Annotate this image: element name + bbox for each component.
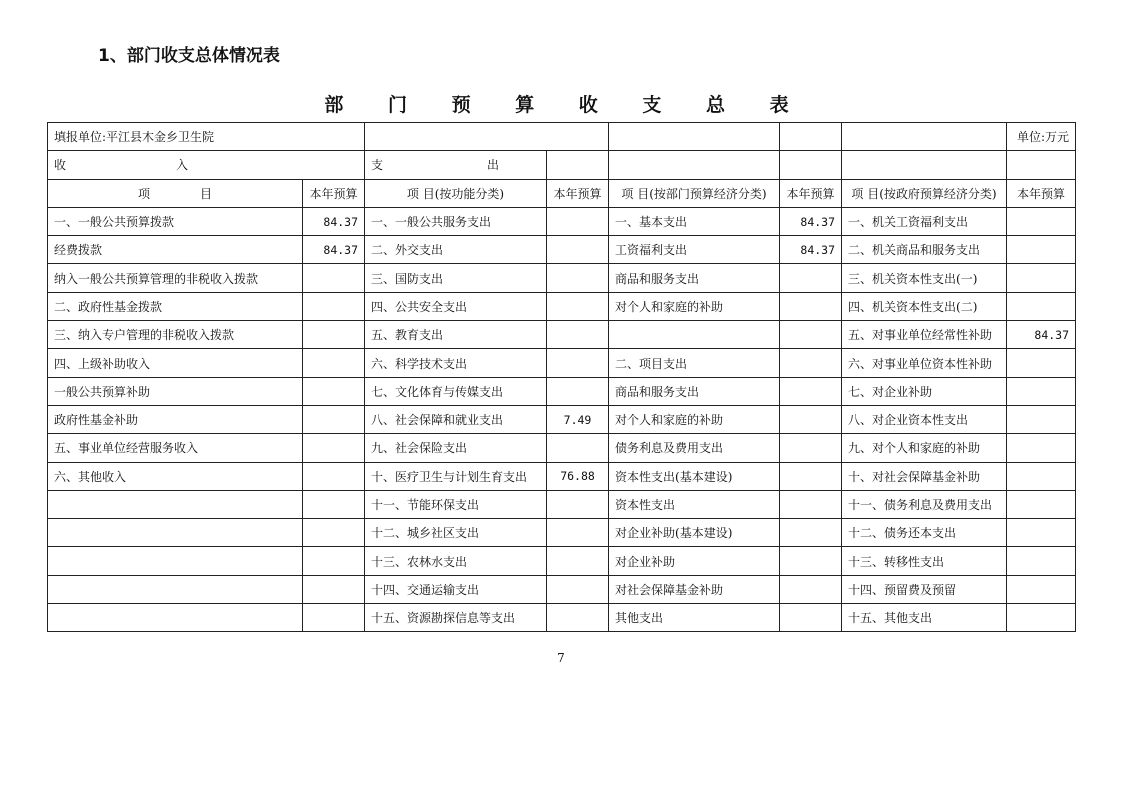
income-item: 四、上级补助收入 — [48, 349, 303, 377]
income-amount — [303, 405, 365, 433]
func-item: 五、教育支出 — [365, 321, 547, 349]
table-row — [48, 264, 1076, 292]
table-row — [48, 405, 1076, 433]
gov-amount — [1007, 377, 1076, 405]
col-budget-header: 本年预算 — [303, 179, 365, 207]
gov-amount — [1007, 236, 1076, 264]
func-item: 二、外交支出 — [365, 236, 547, 264]
dept-item: 对社会保障基金补助 — [609, 575, 780, 603]
gov-item: 三、机关资本性支出(一) — [842, 264, 1007, 292]
table-row — [48, 292, 1076, 320]
income-amount — [303, 462, 365, 490]
col-budget-header: 本年预算 — [780, 179, 842, 207]
income-amount — [303, 292, 365, 320]
dept-amount — [780, 377, 842, 405]
page-number: 7 — [557, 651, 565, 665]
func-item: 一、一般公共服务支出 — [365, 207, 547, 235]
dept-item: 商品和服务支出 — [609, 264, 780, 292]
gov-item: 八、对企业资本性支出 — [842, 405, 1007, 433]
dept-item: 资本性支出(基本建设) — [609, 462, 780, 490]
gov-amount — [1007, 207, 1076, 235]
gov-item: 十一、债务利息及费用支出 — [842, 490, 1007, 518]
dept-amount — [780, 349, 842, 377]
gov-amount — [1007, 547, 1076, 575]
col-dept-econ-header: 项 目(按部门预算经济分类) — [609, 179, 780, 207]
income-amount — [303, 321, 365, 349]
income-amount — [303, 490, 365, 518]
func-item: 十一、节能环保支出 — [365, 490, 547, 518]
gov-amount — [1007, 604, 1076, 632]
gov-item: 九、对个人和家庭的补助 — [842, 434, 1007, 462]
income-item — [48, 490, 303, 518]
income-amount — [303, 575, 365, 603]
table-title: 部 门 预 算 收 支 总 表 — [324, 94, 808, 116]
func-item: 六、科学技术支出 — [365, 349, 547, 377]
dept-item: 债务利息及费用支出 — [609, 434, 780, 462]
table-row — [48, 547, 1076, 575]
gov-item: 十五、其他支出 — [842, 604, 1007, 632]
dept-item: 工资福利支出 — [609, 236, 780, 264]
income-item: 一、一般公共预算拨款 — [48, 207, 303, 235]
func-amount: 7.49 — [547, 405, 609, 433]
income-group-header: 收 入 — [48, 151, 365, 179]
dept-amount — [780, 292, 842, 320]
dept-amount — [780, 547, 842, 575]
gov-amount — [1007, 264, 1076, 292]
gov-amount — [1007, 434, 1076, 462]
column-header-row — [48, 179, 1076, 207]
dept-item: 对企业补助(基本建设) — [609, 519, 780, 547]
dept-item: 资本性支出 — [609, 490, 780, 518]
table-row — [48, 604, 1076, 632]
dept-amount — [780, 462, 842, 490]
func-amount — [547, 434, 609, 462]
income-item: 经费拨款 — [48, 236, 303, 264]
gov-amount — [1007, 519, 1076, 547]
dept-item: 对个人和家庭的补助 — [609, 292, 780, 320]
budget-summary-table — [47, 122, 1076, 632]
func-item: 十三、农林水支出 — [365, 547, 547, 575]
dept-item: 一、基本支出 — [609, 207, 780, 235]
dept-amount — [780, 604, 842, 632]
dept-item: 商品和服务支出 — [609, 377, 780, 405]
col-func-header: 项 目(按功能分类) — [365, 179, 547, 207]
col-item-header: 项 目 — [48, 179, 303, 207]
income-item: 五、事业单位经营服务收入 — [48, 434, 303, 462]
dept-amount — [780, 434, 842, 462]
gov-amount: 84.37 — [1007, 321, 1076, 349]
func-amount — [547, 490, 609, 518]
gov-amount — [1007, 575, 1076, 603]
func-item: 十四、交通运输支出 — [365, 575, 547, 603]
func-item: 十五、资源勘探信息等支出 — [365, 604, 547, 632]
income-item: 六、其他收入 — [48, 462, 303, 490]
dept-amount — [780, 490, 842, 518]
func-amount — [547, 377, 609, 405]
income-amount: 84.37 — [303, 207, 365, 235]
func-item: 八、社会保障和就业支出 — [365, 405, 547, 433]
gov-item: 四、机关资本性支出(二) — [842, 292, 1007, 320]
income-item: 政府性基金补助 — [48, 405, 303, 433]
dept-item: 其他支出 — [609, 604, 780, 632]
income-item — [48, 519, 303, 547]
gov-amount — [1007, 462, 1076, 490]
expense-group-header: 支 出 — [365, 151, 547, 179]
func-amount — [547, 547, 609, 575]
func-item: 十、医疗卫生与计划生育支出 — [365, 462, 547, 490]
income-amount — [303, 519, 365, 547]
income-amount — [303, 547, 365, 575]
func-item: 七、文化体育与传媒支出 — [365, 377, 547, 405]
gov-item: 十、对社会保障基金补助 — [842, 462, 1007, 490]
income-item: 一般公共预算补助 — [48, 377, 303, 405]
gov-item: 十三、转移性支出 — [842, 547, 1007, 575]
section-title: 1、部门收支总体情况表 — [98, 46, 280, 66]
func-item: 十二、城乡社区支出 — [365, 519, 547, 547]
func-amount — [547, 575, 609, 603]
table-row — [48, 377, 1076, 405]
func-amount — [547, 292, 609, 320]
income-amount — [303, 264, 365, 292]
func-item: 三、国防支出 — [365, 264, 547, 292]
dept-amount: 84.37 — [780, 207, 842, 235]
func-amount — [547, 349, 609, 377]
table-row — [48, 575, 1076, 603]
func-amount — [547, 604, 609, 632]
dept-item — [609, 321, 780, 349]
filler-unit: 填报单位:平江县木金乡卫生院 — [48, 123, 365, 151]
income-amount — [303, 377, 365, 405]
dept-amount — [780, 321, 842, 349]
dept-item: 二、项目支出 — [609, 349, 780, 377]
gov-item: 二、机关商品和服务支出 — [842, 236, 1007, 264]
table-row — [48, 207, 1076, 235]
col-budget-header: 本年预算 — [1007, 179, 1076, 207]
gov-amount — [1007, 292, 1076, 320]
group-header-row — [48, 151, 1076, 179]
func-amount — [547, 207, 609, 235]
income-amount — [303, 349, 365, 377]
table-row — [48, 434, 1076, 462]
gov-amount — [1007, 349, 1076, 377]
gov-item: 七、对企业补助 — [842, 377, 1007, 405]
gov-item: 六、对事业单位资本性补助 — [842, 349, 1007, 377]
income-amount: 84.37 — [303, 236, 365, 264]
table-row — [48, 490, 1076, 518]
income-item — [48, 575, 303, 603]
func-amount — [547, 321, 609, 349]
func-amount — [547, 236, 609, 264]
func-amount — [547, 264, 609, 292]
func-item: 四、公共安全支出 — [365, 292, 547, 320]
dept-amount: 84.37 — [780, 236, 842, 264]
table-row — [48, 349, 1076, 377]
income-item: 二、政府性基金拨款 — [48, 292, 303, 320]
dept-amount — [780, 575, 842, 603]
gov-item: 十四、预留费及预留 — [842, 575, 1007, 603]
income-amount — [303, 604, 365, 632]
unit-label: 单位:万元 — [1007, 123, 1076, 151]
col-gov-econ-header: 项 目(按政府预算经济分类) — [842, 179, 1007, 207]
dept-amount — [780, 405, 842, 433]
func-amount — [547, 519, 609, 547]
func-amount: 76.88 — [547, 462, 609, 490]
col-budget-header: 本年预算 — [547, 179, 609, 207]
gov-amount — [1007, 405, 1076, 433]
income-item: 纳入一般公共预算管理的非税收入拨款 — [48, 264, 303, 292]
income-item — [48, 604, 303, 632]
func-item: 九、社会保险支出 — [365, 434, 547, 462]
dept-item: 对企业补助 — [609, 547, 780, 575]
table-row — [48, 321, 1076, 349]
dept-amount — [780, 264, 842, 292]
gov-amount — [1007, 490, 1076, 518]
gov-item: 十二、债务还本支出 — [842, 519, 1007, 547]
table-row — [48, 519, 1076, 547]
income-amount — [303, 434, 365, 462]
table-row — [48, 462, 1076, 490]
gov-item: 五、对事业单位经常性补助 — [842, 321, 1007, 349]
dept-item: 对个人和家庭的补助 — [609, 405, 780, 433]
unit-row — [48, 123, 1076, 151]
income-item — [48, 547, 303, 575]
table-row — [48, 236, 1076, 264]
dept-amount — [780, 519, 842, 547]
gov-item: 一、机关工资福利支出 — [842, 207, 1007, 235]
income-item: 三、纳入专户管理的非税收入拨款 — [48, 321, 303, 349]
